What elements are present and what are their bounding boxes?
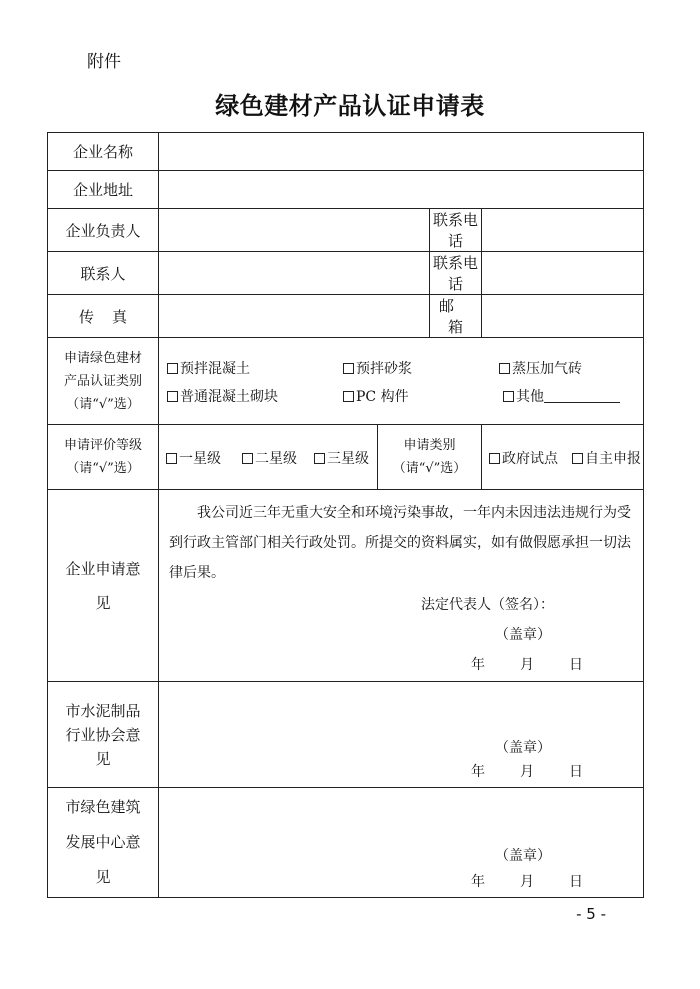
company-name-field[interactable] [159,133,644,171]
center-seal-label: （盖章） [495,848,551,864]
checkbox-icon[interactable] [489,453,500,464]
legal-rep-signature-label: 法定代表人（签名）： [421,597,554,613]
option-ready-mixed-concrete[interactable]: 预拌混凝土 [167,358,250,378]
option-concrete-block[interactable]: 普通混凝土砌块 [167,386,278,406]
contact-phone-field-2[interactable] [482,252,644,295]
option-self-declared[interactable]: 自主申报 [572,448,641,468]
row-contact-person [48,252,644,295]
option-three-star[interactable]: 三星级 [314,448,369,468]
company-opinion-label: 企业申请意 见 [48,490,159,682]
checkbox-icon[interactable] [166,453,177,464]
company-seal-label: （盖章） [495,627,551,643]
row-association-opinion: 市水泥制品 行业协会意 见 （盖章） 年 月 日 [48,682,644,788]
company-head-field[interactable] [159,209,430,252]
contact-phone-label-2: 联系电话 [430,252,482,295]
checkbox-icon[interactable] [343,391,354,402]
product-category-label: 申请绿色建材 产品认证类别 （请“√”选） [48,338,159,425]
page-number: - 5 - [576,905,606,923]
email-label: 邮箱 [438,297,481,336]
checkbox-icon[interactable] [503,391,514,402]
other-blank-line[interactable] [544,389,620,403]
contact-person-field[interactable] [159,252,430,295]
row-fax [48,295,644,338]
option-pc-component[interactable]: PC 构件 [343,386,409,406]
option-aerated-brick[interactable]: 蒸压加气砖 [499,358,582,378]
checkbox-icon[interactable] [314,453,325,464]
fax-label: 传真 [78,307,145,326]
checkbox-icon[interactable] [572,453,583,464]
contact-person-label: 联系人 [48,252,159,295]
checkbox-icon[interactable] [343,363,354,374]
association-seal-label: （盖章） [495,740,551,756]
row-company-opinion: 企业申请意 见 我公司近三年无重大安全和环境污染事故，一年内未因违法违规行为受到行政主管部门相关行政处罚。所提交的资料属实，如有做假愿承担一切法律后果。 法定代表人（签名）： （盖章） 年 月 日 [48,490,644,682]
company-declaration-text: 我公司近三年无重大安全和环境污染事故，一年内未因违法违规行为受到行政主管部门相关行政处罚。所提交的资料属实，如有做假愿承担一切法律后果。 [169,505,631,581]
option-ready-mixed-mortar[interactable]: 预拌砂浆 [343,358,412,378]
row-company-name [48,133,644,171]
checkbox-icon[interactable] [167,363,178,374]
row-company-head [48,209,644,252]
company-address-label: 企业地址 [48,171,159,209]
option-one-star[interactable]: 一星级 [166,448,221,468]
checkbox-icon[interactable] [167,391,178,402]
apply-type-label: 申请类别 （请“√”选） [378,425,482,490]
company-head-label: 企业负责人 [48,209,159,252]
checkbox-icon[interactable] [499,363,510,374]
option-other[interactable]: 其他 [503,386,620,406]
company-name-label: 企业名称 [48,133,159,171]
contact-phone-label-1: 联系电话 [430,209,482,252]
fax-field[interactable] [159,295,430,338]
contact-phone-field-1[interactable] [482,209,644,252]
option-government-pilot[interactable]: 政府试点 [489,448,558,468]
company-address-field[interactable] [159,171,644,209]
email-field[interactable] [482,295,644,338]
center-opinion-label: 市绿色建筑 发展中心意 见 [48,788,159,898]
row-rating [48,425,644,490]
checkbox-icon[interactable] [242,453,253,464]
row-company-address [48,171,644,209]
row-center-opinion: 市绿色建筑 发展中心意 见 （盖章） 年 月 日 [48,788,644,898]
form-title: 绿色建材产品认证申请表 [215,92,485,120]
association-opinion-label: 市水泥制品 行业协会意 见 [48,682,159,788]
rating-label: 申请评价等级 （请“√”选） [48,425,159,490]
option-two-star[interactable]: 二星级 [242,448,297,468]
application-form-table [47,132,644,898]
attachment-label: 附件 [87,52,121,72]
row-product-category [48,338,644,425]
